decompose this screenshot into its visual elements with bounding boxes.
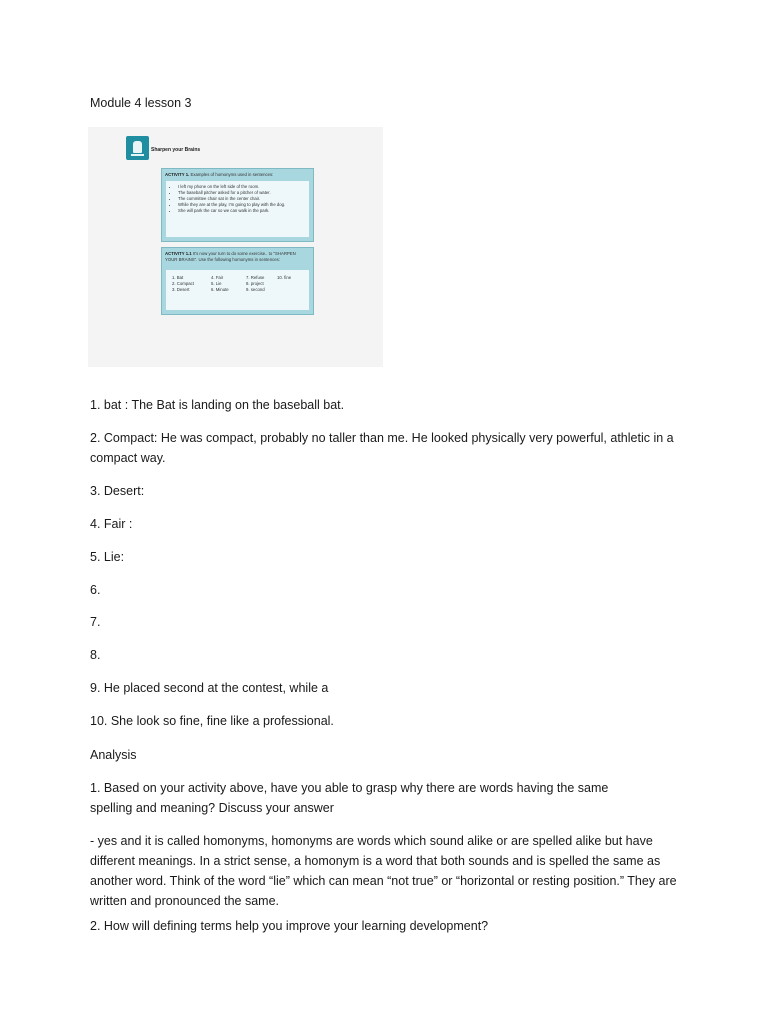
activity-1-body	[166, 181, 309, 237]
example-sentence: • The committee chair sat in the center chair.	[178, 196, 309, 202]
activity-1-1-card	[161, 247, 314, 315]
activity-figure	[88, 127, 383, 367]
activity-1-1-body	[166, 270, 309, 310]
homonym-word: 6. Minute	[211, 287, 229, 292]
answer-line: 2. Compact: He was compact, probably no taller than me. He looked physically very powerful, athletic in a compact way.	[90, 430, 674, 465]
answer-line: 1. bat : The Bat is landing on the baseball bat.	[90, 397, 345, 412]
figure-heading: Sharpen your Brains	[151, 147, 201, 153]
homonym-word: 10. fine	[277, 275, 292, 280]
homonym-word: 8. project	[246, 281, 264, 286]
homonym-word: 1. Bat	[172, 275, 184, 280]
answer-line: 4. Fair :	[90, 516, 133, 531]
example-sentence: • The baseball pitcher asked for a pitcher of water.	[178, 190, 309, 196]
homonym-word: 9. second	[246, 287, 265, 292]
page-title: Module 4 lesson 3	[90, 96, 192, 110]
homonym-word: 4. Fair	[211, 275, 224, 280]
answer-line: 6.	[90, 582, 101, 597]
example-sentence: • I left my phone on the left side of the room.	[178, 184, 309, 190]
homonym-word-list	[172, 275, 307, 293]
example-sentence: • While they are at the play, I'm going to play with the dog.	[178, 202, 309, 208]
answer-line: 3. Desert:	[90, 483, 145, 498]
answer-line: 8.	[90, 647, 101, 662]
homonym-word	[277, 287, 307, 293]
microphone-icon	[126, 136, 149, 160]
analysis-answer: - yes and it is called homonyms, homonyms are words which sound alike or are spelled alike but have different meanings. In a strict sense, a homonym is a word that both sounds and is spelled the same as another word. Think of the word “lie” which can mean “not true” or “horizontal or resting position.” They are written and pronounced the same.	[90, 833, 677, 908]
example-sentence: • She will park the car so we can walk in the park.	[178, 208, 309, 214]
analysis-question: 1. Based on your activity above, have you able to grasp why there are words having the same spelling and meaning? Discuss your answer	[90, 780, 609, 815]
answer-line: 10. She look so fine, fine like a professional.	[90, 713, 334, 728]
homonym-word: 3. Desert	[172, 287, 190, 292]
homonym-word: 5. Lie	[211, 281, 222, 286]
example-sentence-list	[166, 184, 309, 214]
homonym-word: 2. Compact	[172, 281, 194, 286]
analysis-question: 2. How will defining terms help you improve your learning development?	[90, 918, 489, 933]
activity-1-title: ACTIVITY 1. Examples of homonyms used in sentences:	[165, 172, 274, 177]
answer-line: 7.	[90, 614, 101, 629]
activity-1-card	[161, 168, 314, 242]
homonym-word: 7. Refuse	[246, 275, 265, 280]
section-heading-analysis: Analysis	[90, 747, 137, 762]
activity-1-1-title: ACTIVITY 1.1 It's now your turn to do some exercise.. to "SHARPEN YOUR BRAINS". Use the following homonyms in sentences:	[165, 251, 296, 262]
answer-line: 5. Lie:	[90, 549, 125, 564]
answer-line: 9. He placed second at the contest, while a	[90, 680, 329, 695]
